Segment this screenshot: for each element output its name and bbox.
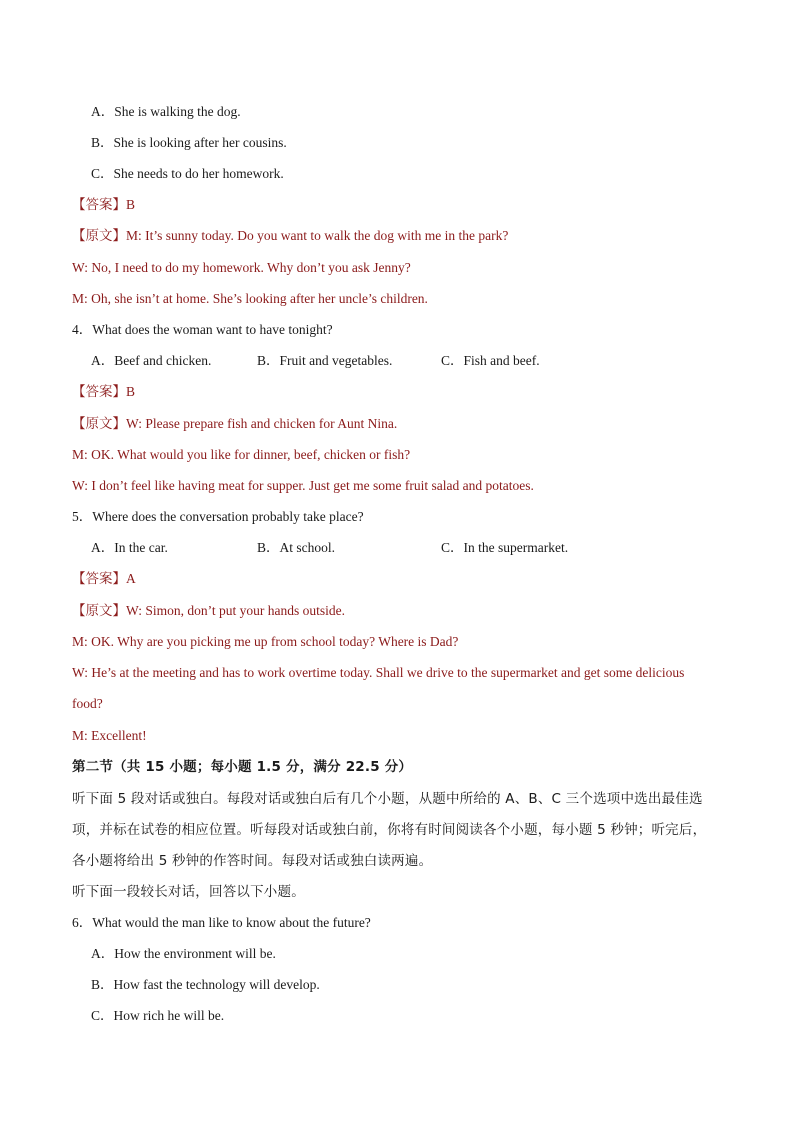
q6-option-a: A．How the environment will be. xyxy=(91,946,276,961)
answer-value: B xyxy=(126,197,136,212)
q4-option-c: C．Fish and beef. xyxy=(441,353,540,368)
answer-value: A xyxy=(126,571,136,586)
script-tag: 【原文】 xyxy=(72,603,126,618)
q4-script-line-1 xyxy=(72,415,397,433)
answer-tag: 【答案】 xyxy=(72,571,126,586)
script-tag: 【原文】 xyxy=(72,416,126,431)
answer-tag: 【答案】 xyxy=(72,384,126,399)
section-instructions-line-2: 项，并标在试卷的相应位置。听每段对话或独白前，你将有时间阅读各个小题，每小题 5 秒钟；听完后， xyxy=(72,822,707,838)
script-text: M: It’s sunny today. Do you want to walk the dog with me in the park? xyxy=(126,228,509,243)
q4-question: 4．What does the woman want to have tonight? xyxy=(72,322,333,337)
q3-option-a: A．She is walking the dog. xyxy=(91,104,241,119)
q4-script-line-2: M: OK. What would you like for dinner, beef, chicken or fish? xyxy=(72,447,411,462)
q4-answer xyxy=(72,383,135,401)
q3-script-line-3: M: Oh, she isn’t at home. She’s looking after her uncle’s children. xyxy=(72,291,428,306)
q4-script-line-3: W: I don’t feel like having meat for supper. Just get me some fruit salad and potatoes. xyxy=(72,478,534,493)
dialogue-intro: 听下面一段较长对话，回答以下小题。 xyxy=(72,884,305,900)
q5-script-line-5: M: Excellent! xyxy=(72,728,147,743)
section-heading: 第二节（共 15 小题；每小题 1.5 分，满分 22.5 分） xyxy=(72,759,413,775)
q5-script-line-2: M: OK. Why are you picking me up from school today? Where is Dad? xyxy=(72,634,459,649)
script-text: W: Please prepare fish and chicken for Aunt Nina. xyxy=(126,416,398,431)
q5-option-c: C．In the supermarket. xyxy=(441,540,569,555)
q3-script-line-1 xyxy=(72,227,508,245)
q5-option-a: A．In the car. xyxy=(91,540,168,555)
q5-question: 5．Where does the conversation probably take place? xyxy=(72,509,364,524)
section-instructions-line-3: 各小题将给出 5 秒钟的作答时间。每段对话或独白读两遍。 xyxy=(72,853,433,869)
q5-script-line-4: food? xyxy=(72,696,103,711)
q3-option-c: C．She needs to do her homework. xyxy=(91,166,284,181)
q6-option-b: B．How fast the technology will develop. xyxy=(91,977,320,992)
q4-option-a: A．Beef and chicken. xyxy=(91,353,212,368)
answer-value: B xyxy=(126,384,136,399)
q6-option-c: C．How rich he will be. xyxy=(91,1008,225,1023)
q3-script-line-2: W: No, I need to do my homework. Why don’t you ask Jenny? xyxy=(72,260,411,275)
script-text: W: Simon, don’t put your hands outside. xyxy=(126,603,345,618)
script-tag: 【原文】 xyxy=(72,228,126,243)
q5-script-line-1 xyxy=(72,602,345,620)
section-instructions-line-1: 听下面 5 段对话或独白。每段对话或独白后有几个小题，从题中所给的 A、B、C 三个选项中选出最佳选 xyxy=(72,791,703,807)
q5-answer xyxy=(72,570,136,588)
q3-answer xyxy=(72,196,135,214)
q5-script-line-3: W: He’s at the meeting and has to work overtime today. Shall we drive to the supermarket and get some delicious xyxy=(72,665,685,680)
answer-tag: 【答案】 xyxy=(72,197,126,212)
q4-option-b: B．Fruit and vegetables. xyxy=(257,353,393,368)
q5-option-b: B．At school. xyxy=(257,540,336,555)
q3-option-b: B．She is looking after her cousins. xyxy=(91,135,287,150)
q6-question: 6．What would the man like to know about the future? xyxy=(72,915,371,930)
